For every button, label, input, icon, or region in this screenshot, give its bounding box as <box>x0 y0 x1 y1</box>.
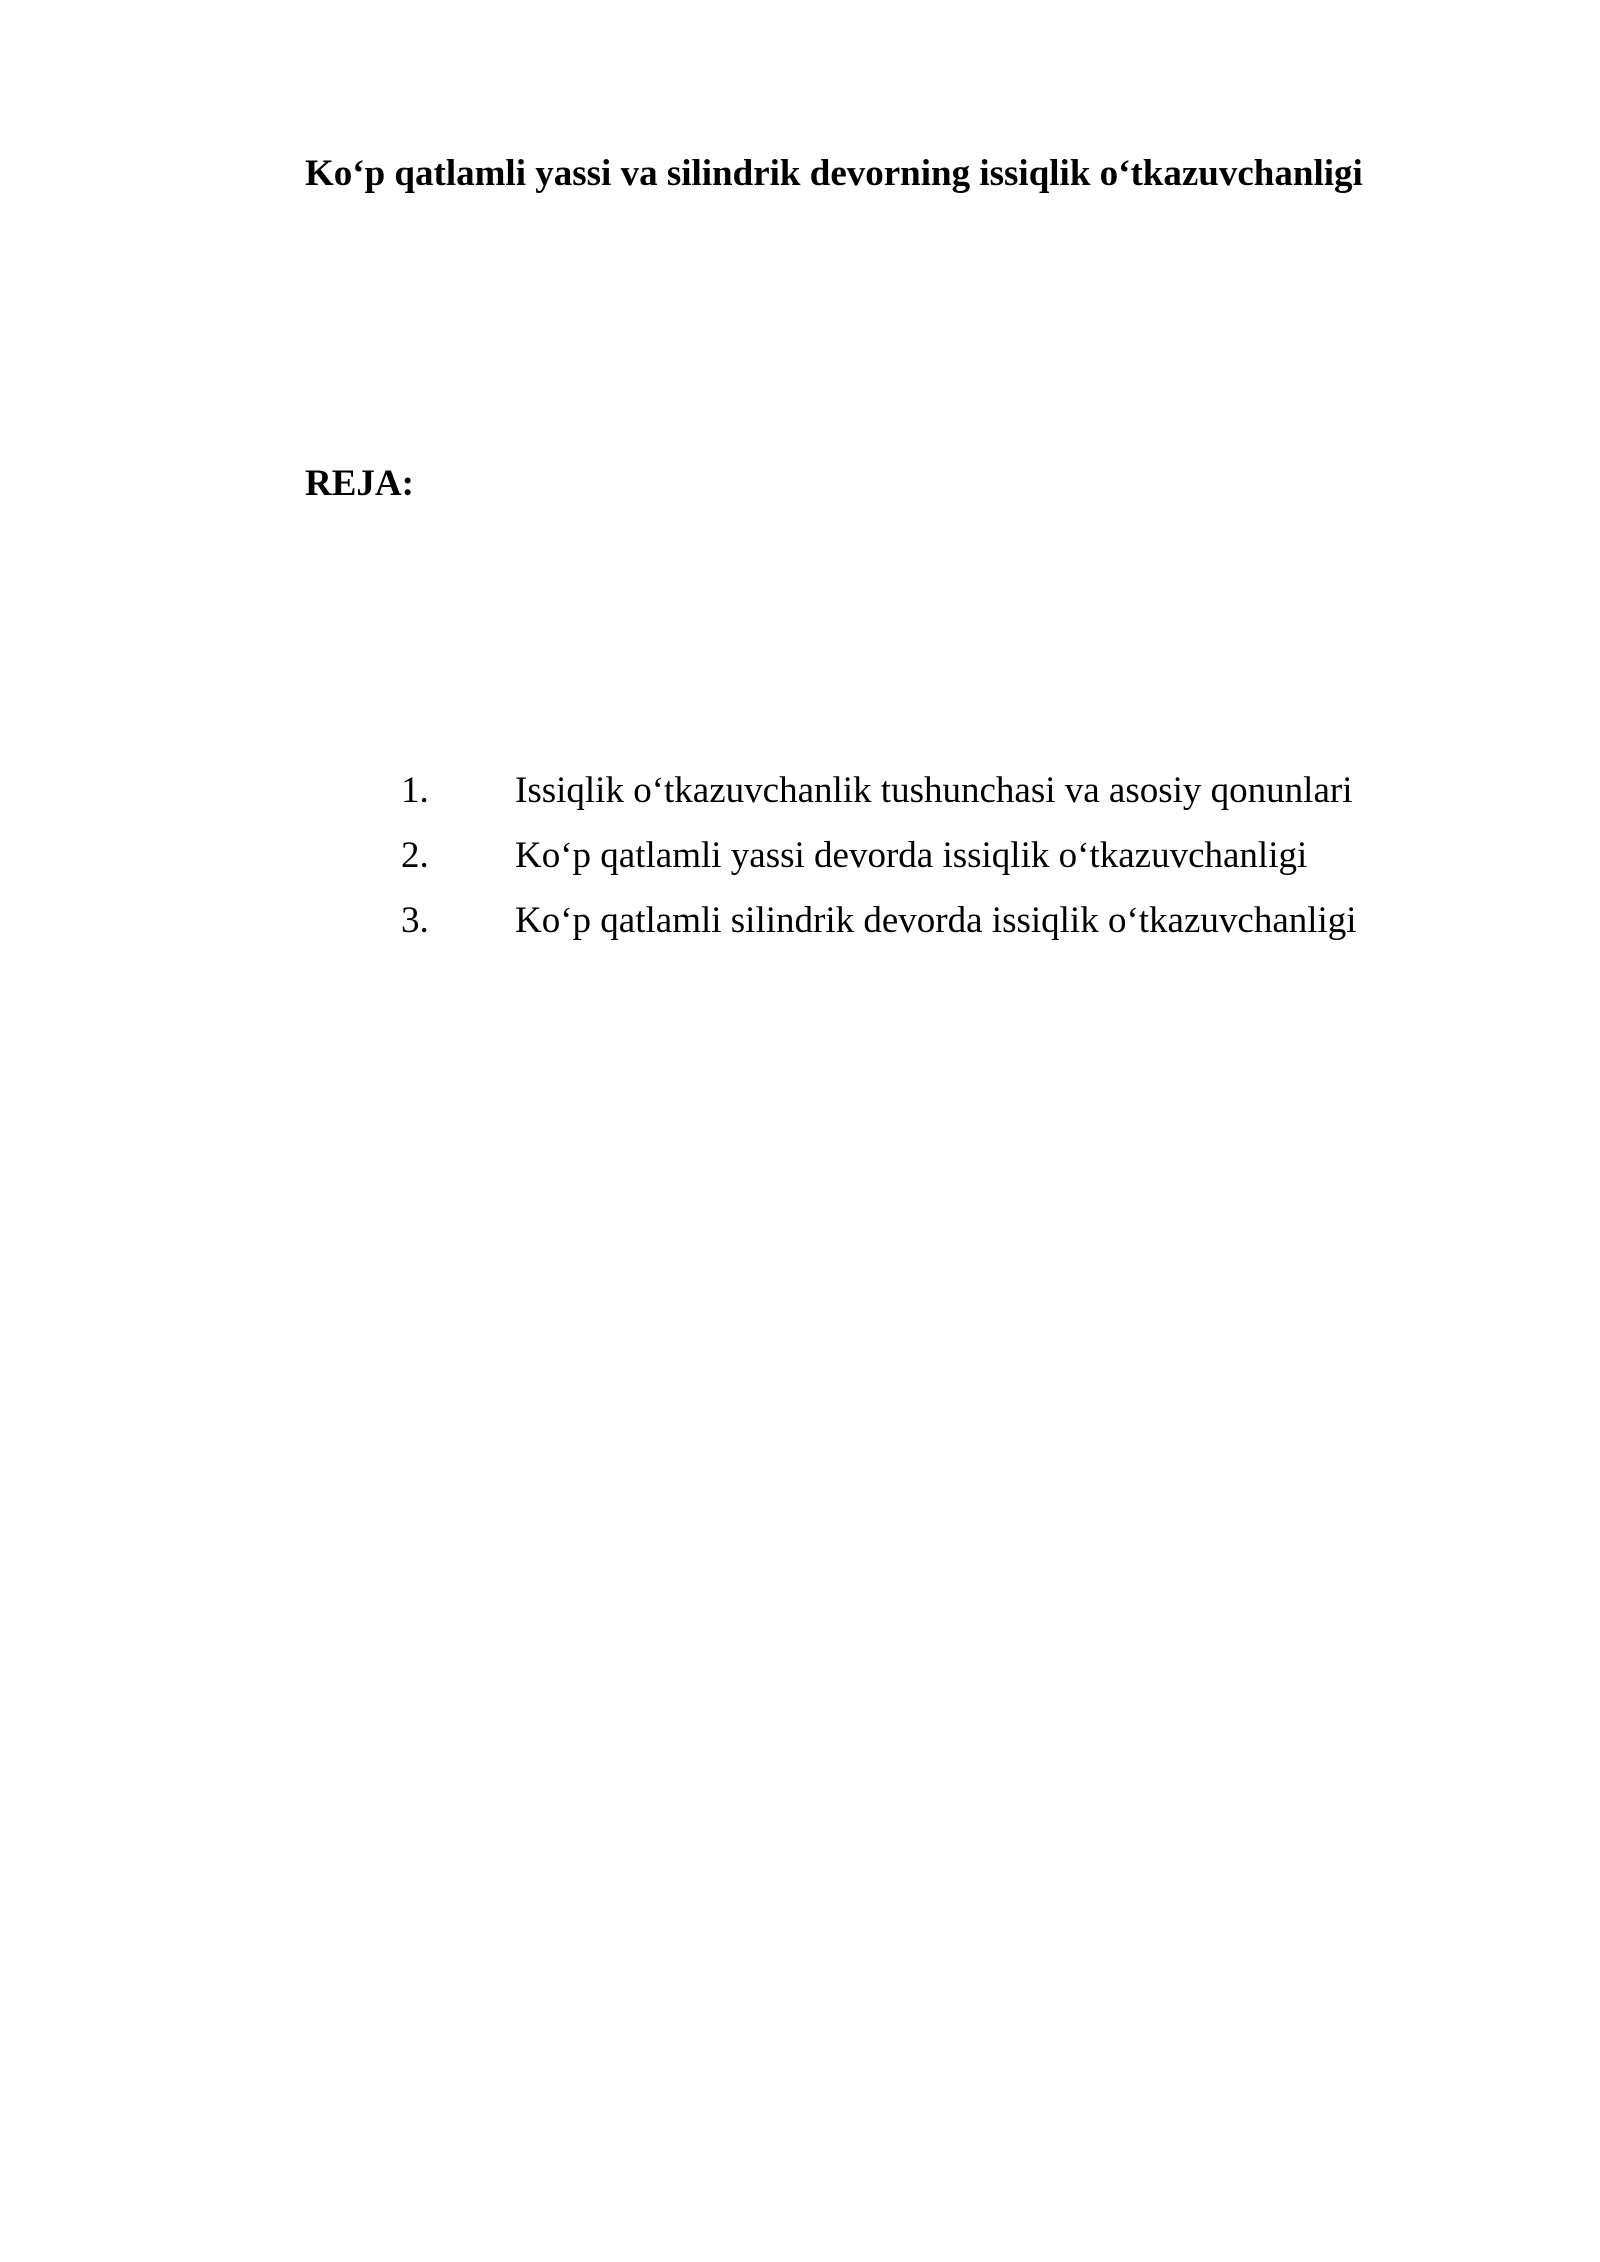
plan-item-text: Issiqlik o‘tkazuvchanlik tushunchasi va asosiy qonunlari <box>515 770 1353 811</box>
plan-item-number: 2. <box>401 835 429 876</box>
plan-item-number: 3. <box>401 900 429 941</box>
plan-list <box>305 767 1357 962</box>
plan-item-text: Ko‘p qatlamli yassi devorda issiqlik o‘tkazuvchanligi <box>515 835 1308 876</box>
document-title: Ko‘p qatlamli yassi va silindrik devorning issiqlik o‘tkazuvchanligi <box>305 153 1363 194</box>
plan-item-2 <box>305 832 1357 897</box>
plan-item-3 <box>305 897 1357 962</box>
plan-heading: REJA: <box>305 463 414 504</box>
plan-item-1 <box>305 767 1357 832</box>
plan-item-number: 1. <box>401 770 429 811</box>
plan-item-text: Ko‘p qatlamli silindrik devorda issiqlik o‘tkazuvchanligi <box>515 900 1357 941</box>
